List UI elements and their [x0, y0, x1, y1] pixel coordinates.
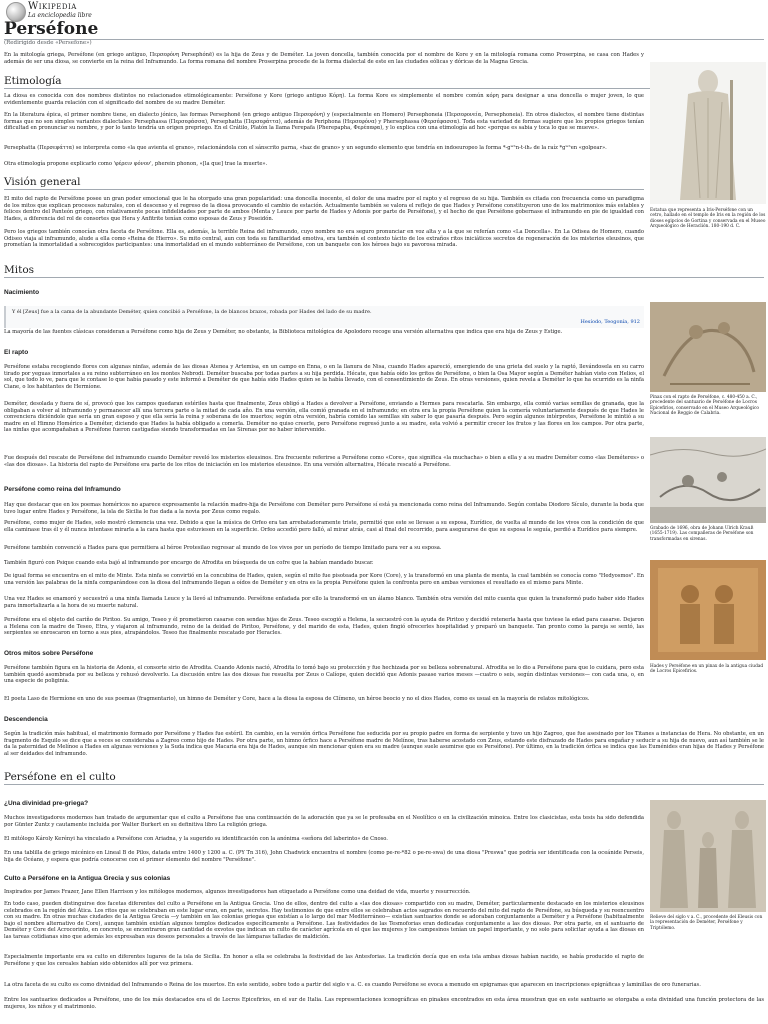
- reina-p5: De igual forma se encuentra en el mito de Minte. Esta ninfa se convirtió en la concubina de Hades, quien, según el mito fue pisoteada por Kore (Core), y la transformó en una planta de menta, la cual también se conocía como "Hedyosmos". En una versión las palabras de la ninfa comparándose con la diosa del inframundo llegan a oídos de Deméter y en otra es la propia Perséfone quien la confronta pero en ambas versiones el resultado es el mismo para Minte.: [4, 573, 644, 586]
- otros-p1: Perséfone también figura en la historia de Adonis, el consorte sirio de Afrodita. Cuando Adonis nació, Afrodita lo tomó bajo su protección y fue hechizada por su belleza sobrenatural. Afrodita se lo dio a Perséfone para que lo cuidara, pero esta también quedó asombrada por su belleza y rehusó devolverlo. La discusión entre las dos diosas fue resuelta por Zeus o Calíope, quien decidió que Adonis pasase varios meses —cuatro o seis, según distintas versiones— con cada una, o, en una especie de poliginia.: [4, 665, 644, 685]
- grecia-p4: La otra faceta de su culto es como divinidad del Inframundo o Reina de los muertos. En este sentido, sobre todo a partir del siglo v a. C. es cuando Perséfone se evoca a menudo en epigramas que aparecen en inscripciones epigráficas y laminillas de oro funerarias.: [4, 982, 701, 988]
- etimologia-p1: La diosa es conocida con dos nombres distintos no relacionados etimológicamente: Perséfone y Kore (griego antiguo Κόρη). La forma Kore es simplemente el nombre común κόρη para designar a una doncella o mujer joven, lo que evidentemente guarda relación con el significado del nombre de su madre Deméter.: [4, 93, 644, 106]
- divinidad-p2: El mitólogo Károly Kerényi ha vinculado a Perséfone con Ariadna, y la sugerido su identificación con la anónima «señora del laberinto» de Cnoso.: [4, 836, 388, 842]
- reina-p7: Perséfone era el objeto del cariño de Piritoo. Su amigo, Teseo y él prometieron casarse con sendas hijas de Zeus. Teseo escogió a Helena, la secuestró con la ayuda de Piritoo y decidió retenerla hasta que tuviese la edad para casarse. Dejaron a Helena con la madre de Teseo, Etra, y viajaron al inframundo, reino de la deidad de Piritoo, Perséfone, y del marido de esta, Hades, quien fingió ofrecerles hospitalidad y preparó un banquete. Tan pronto como la pareja se sentó, las serpientes se enroscaron en torno a sus pies, atrapándolos. Teseo fue finalmente rescatado por Heracles.: [4, 617, 644, 637]
- figure-pinax-rapto: [650, 302, 766, 427]
- statue-caption: Estatua que representa a Iris-Perséfone con un cetro, hallado en el templo de Iris en la región de los dioses egipcios de Gortina y conservada en el Museo Arqueológico de Heraclión. 180-190 d. C.: [650, 208, 766, 229]
- site-tagline: La enciclopedia libre: [28, 12, 92, 19]
- divinidad-p1: Muchos investigadores modernos han tratado de argumentar que el culto a Perséfone fue una continuación de la adoración que ya se le profesaba en el Neolítico o en la civilización minoica. Entre los clasicistas, esta tesis ha sido defendida por Günter Zuntz y cautamente incluida por Walter Burkert en su definitiva libro La religión griega.: [4, 815, 644, 828]
- heading-mitos: Mitos: [4, 264, 764, 278]
- rapto-p3: Fue después del rescate de Perséfone del inframundo cuando Deméter reveló los misterios eleusinos. Era frecuente referirse a Perséfone como «Core», que significa «la muchacha» o bien a ella y a su madre Deméter como «las Deméteres» o «las dos diosas». La historia del rapto de Perséfone era parte de los ritos de iniciación en los misterios eleusinos. En una versión alternativa, Hécate rescató a Perséfone.: [4, 455, 644, 468]
- quote-attribution[interactable]: Hesíodo, Teogonía, 912: [580, 319, 640, 325]
- heading-divinidad-pregriega: ¿Una divinidad pre-griega?: [4, 800, 89, 807]
- heading-nacimiento: Nacimiento: [4, 289, 40, 296]
- rapto-p1: Perséfone estaba recogiendo flores con algunas ninfas, además de las diosas Atenea y Artemisa, en un campo en Enna, o en la llanura de Nisa, cuando Hades apareció, emergiendo de una grieta del suelo y la raptó, llevándosela en su carro tirado por yeguas inmortales a su reino subterráneo en los montes Nebrodi. Deméter buscaba por todas partes a su hija perdida. Hécate, que había oído los gritos de Perséfone, o bien la Osa Mayor según a Deméter habían visto con Helios, el sol, que todo lo ve, para que le contase lo que había pasado y este informó a Deméter de que había sido Hades quien se la había llevado, con el consentimiento de Zeus. En otras versiones, quien revela a Deméter lo que ha ocurrido es la ninfa Ciane, o los habitantes de Hermíone.: [4, 364, 644, 390]
- etimologia-p4: Otra etimología propone explicarlo como 'φέρειν φόνον', pherein phonon, «[la que] trae la muerte».: [4, 161, 268, 167]
- heading-descendencia: Descendencia: [4, 716, 48, 723]
- hades-pinax-caption: Hades y Perséfone en un pinax de la antigua ciudad de Locros Epicefirios.: [650, 664, 764, 675]
- site-name[interactable]: Wikipedia: [28, 1, 77, 12]
- intro-paragraph: En la mitología griega, Perséfone (en griego antiguo, Περσεφόνη Persephónē) es la hija de Zeus y de Deméter. La joven doncella, también conocida por el nombre de Kore y en la mitología romana como Proserpina, se casa con Hades y además de ser una diosa, se convierte en la reina del Inframundo. La forma romana del nombre Proserpina procede de la forma dialectal de este en las ciudades eólicas y dóricas de la Magna Grecia.: [4, 52, 644, 65]
- relief-image[interactable]: [650, 800, 766, 912]
- relief-caption: Relieve del siglo v a. C., procedente del Eleusis con la representación de Deméter, Perséfone y Triptólemo.: [650, 915, 763, 931]
- vision-p1: El mito del rapto de Perséfone posee un gran poder emocional que le ha otorgado una gran popularidad: una doncella inocente, el dolor de una madre por el rapto y el regreso de su hija. También es citada con frecuencia como un paradigma de los mitos que explican procesos naturales, con el descenso y el regreso de la diosa provocando el cambio de estación. Actualmente también se valora el reflejo de que Hades y Perséfone constituyeron uno de los matrimonios más estables y felices dentro del Panteón griego, con relativamente pocas infidelidades por parte de ambos (Menta y Leuce por parte de Hades y Adonis por parte de Perséfone), y el hecho de que Perséfone gobernase el inframundo en pie de igualdad con Hades, a diferencia del rol de consortes que Hera y Anfitrite tenían como esposas de Zeus y Poseidón.: [4, 196, 644, 222]
- vision-p2: Pero los griegos también conocían otra faceta de Perséfone. Ella es, además, la terrible Reina del inframundo, cuyo nombre no era seguro pronunciar en voz alta y a la que se referían como «La Doncella». En La Odisea de Homero, cuando Odiseo viaja al inframundo, alude a ella como «Reina de Hierro». Su mito central, aun con toda su familiaridad emotiva, era también el contexto tácito de los extraños ritos iniciáticos secretos de regeneración de los misterios eleusinos, que prometían la inmortalidad a sobrecogidos participantes: una inmortalidad en el mundo subterráneo de Perséfone, con un banquete con los héroes bajo su pavorosa mirada.: [4, 229, 644, 249]
- figure-hades-pinax: [650, 560, 766, 686]
- figure-statue: [650, 62, 766, 272]
- grecia-p5: Entre los santuarios dedicados a Perséfone, uno de los más destacados era el de Locros Epicefirios, en el sur de Italia. Las representaciones iconográficas en pinakes encontrados en esta área muestran que en este santuario se otorgaba a esta divinidad una función protectora de las mujeres, los niños y el matrimonio.: [4, 997, 764, 1010]
- site-header: [4, 0, 764, 22]
- divinidad-p3: En una tablilla de griego micénico en Lineal B de Pilos, datada entre 1400 y 1200 a. C. (PY Tn 316), John Chadwick encuentra el nombre (como pe-re-*82 o pe-re-swa) de una diosa "Preswa" que podría ser identificada con la oceánide Perseis, hija de Océano, y espera que podría conocerse con el primer elemento del nombre "Perséfone".: [4, 850, 644, 863]
- quote-text: Y él [Zeus] fue a la cama de la abundante Deméter, quien concibió a Perséfone, la de blancos brazos, robada por Hades del lado de su madre.: [12, 309, 372, 315]
- pinax-rapto-image[interactable]: [650, 302, 766, 392]
- nacimiento-p1: La mayoría de las fuentes clásicas consideran a Perséfone como hija de Zeus y Deméter, no obstante, la Biblioteca mitológica de Apolodoro recoge una versión alternativa que indica que era hija de Zeus y Estige.: [4, 329, 563, 335]
- heading-culto-grecia: Culto a Perséfone en la Antigua Grecia y sus colonias: [4, 875, 171, 882]
- etimologia-p2: En la literatura épica, el primer nombre tiene, en dialecto jónico, las formas Persephonē (en griego antiguo Περσεφόνη) y (especialmente en Homero) Persephoneia (Περσεφονεία, Persephoneia). En otros dialectos, el nombre tiene distintas formas que no son simples variantes dialectales: Persephassa (Περσεφάσσα), Persephatta (Περσεφάττα), además de Periphona (Ηερσεφόνα) y Phersephassa (Φερσέφασσα). Toda esta variedad de formas sugiere que los propios griegos tenían dificultad en pronunciar su nombre, y por lo tanto tendría un origen prepriego. En el Crátilo, Platón la llama Ferepafa (Pherepapha, Φερέπαφα), y lo explica con una etimología ad hoc «porque es sabia y toca lo que se mueve».: [4, 112, 644, 132]
- heading-vision-general: Visión general: [4, 176, 644, 190]
- engraving-caption: Grabado de 1696, obra de Johann Ulrich Krauß (1655-1719). Las compañeras de Perséfone son transformadas en sirenas.: [650, 526, 754, 542]
- rapto-p2: Deméter, desolada y fuera de sí, provocó que los campos quedaran estériles hasta que finalmente, Zeus obligó a Hades a devolver a Perséfone, enviando a Hermes para rescatarla. Sin embargo, ella comió varias semillas de granada, que la obligaban a volver al inframundo y permanecer allí una tercera parte o la mitad de cada año. En una versión, ella comió granada en el inframundo; en otra era la propia Perséfone quien la comería voluntariamente después de que Hades le convenciera diciéndole que sería un gran esposo y que ella sería la reina y soberana de los muertos; según otra versión, habría comido las semillas sin saber lo que pasaría después. Pero según algunos intérpretes, Perséfone le mintió a su madre en el Himno Homérico a Deméter, diciendo que Hades la había obligado a comerla. Deméter no quiso creerle, pero Perséfone regresó junto a su madre, esta volvió a permitir crecer los frutos y las flores en los campos. Por otra parte, las ninfas que acompañaban a Perséfone fueron castigadas siendo transformadas en las Sirenas por no haber intervenido.: [4, 401, 644, 434]
- reina-p6: Una vez Hades se enamoró y secuestró a una ninfa llamada Leuce y la llevó al inframundo. Perséfone enfadada por ello la transformó en un álamo blanco. También otra versión del mito cuenta que quien la transformó pudo haber sido Hades para inmortalizarla a la hora de su muerte natural.: [4, 596, 644, 609]
- pinax-rapto-caption: Pinax con el rapto de Perséfone, c. 480-450 a. C., procedente del santuario de Perséfone de Locros Epicefirios, conservado en el Museo Arqueológico Nacional de Reggio de Calabria.: [650, 395, 759, 416]
- grecia-p2: En todo caso, pueden distinguirse dos facetas diferentes del culto a Perséfone en la Antigua Grecia. Uno de ellos, dentro del culto a «las dos diosas» compartido con su madre, Deméter, particularmente destacado en los misterios eleusinos celebrados en la región del Ática. Los ritos que se celebraban en este lugar eran, en parte, secretos. Hay testimonios de que entre ellos se celebraban actos sagrados en recuerdo del mito del rapto de Perséfone, su búsqueda y su reencuentro con su madre. En otras muchas ciudades de la Antigua Grecia —y también en las colonias griegas que existían a lo largo del mar Mediterráneo— existían santuarios donde se adoraban conjuntamente a Deméter y a Perséfone (habitualmente bajo el nombre alternativo de Core), aunque también existían algunos templos dedicados específicamente a Perséfone. Las festividades de las Tesmoforias eran dedicadas conjuntamente a las dos diosas. Por otra parte, en el santuario de Deméter y Core del Acrocorinto, en concreto, se encontraron gran cantidad de exvotos que indican un culto de carácter agrícola en el que las mujeres y los campesinos tenían un papel importante, y no solo para solicitar ayuda a las diosas en las tareas cotidianas sino que además les expresaban sus deseos personales a través de las lámparas talladas de maldición.: [4, 901, 644, 940]
- hades-pinax-image[interactable]: [650, 560, 766, 660]
- heading-culto: Perséfone en el culto: [4, 771, 764, 785]
- grecia-p1: Inspirados por James Frazer, Jane Ellen Harrison y los mitólogos modernos, algunos investigadores han etiquetado a Perséfone como una deidad de vida, muerte y resurrección.: [4, 889, 471, 895]
- figure-relief: [650, 800, 766, 942]
- heading-reina-inframundo: Perséfone como reina del Inframundo: [4, 486, 121, 493]
- engraving-image[interactable]: [650, 437, 766, 523]
- heading-otros-mitos: Otros mitos sobre Perséfone: [4, 650, 94, 657]
- reina-p2: Perséfone, como mujer de Hades, solo mostró clemencia una vez. Debido a que la música de Orfeo era tan arrebatadoramente triste, permitió que este se llevase a su esposa, Eurídice, de vuelta al mundo de los vivos con la condición de que ella caminase tras él y él nunca intentase mirarla a la cara hasta que estuviesen en la superficie. Orfeo accedió pero falló, al mirar atrás, casi al final del recorrido, para asegurarse de que su esposa le seguía, perdió a Eurídice para siempre.: [4, 520, 644, 533]
- heading-el-rapto: El rapto: [4, 349, 29, 356]
- heading-etimologia: Etimología: [4, 75, 764, 89]
- descendencia-p1: Según la tradición más habitual, el matrimonio formado por Perséfone y Hades fue estéril. En cambio, en la versión órfica Perséfone fue seducida por su propio padre en forma de serpiente y tuvo un hijo Zagreo, que fue asesinado por los Titanes a instancias de Hera. No obstante, en un fragmento de Esquilo se dice que a veces se consideraba a Zagreo como hijo de Hades. Por otra parte, un himno órfico hace a Perséfone madre de Melínoe, tras haberse acostado con Zeus, estando este disfrazado de Hades para engañar y seducir a su hija de nuevo, aun así también se le da la paternidad de Melínoe a Hades en algunas versiones y la Suda indica que Macaria era hija de Hades, aunque sin mencionar quien era su madre (aunque suele asumirse que es Perséfone). Por último, en la tradición órfica se indica que las Euménides eran hijas de Hades y Perséfone al ser deidades del inframundo.: [4, 731, 764, 757]
- redirect-note: (Redirigido desde «Persefone»): [4, 40, 92, 46]
- figure-engraving: [650, 437, 766, 550]
- etimologia-p3: Persephatta (Περσεφάττα) se interpreta como «la que avienta el grano», relacionándola con el sánscrito parna, «haz de grano» y un segundo elemento que tendría en indoeuropeo la forma *-gʷʰn-t-ih₂ de la raíz *gʷʰen «golpear».: [4, 145, 607, 151]
- reina-p4: También figuró con Psique cuando esta bajó al inframundo por encargo de Afrodita en búsqueda de un cofre que la habían mandado buscar.: [4, 560, 374, 566]
- page-title: Perséfone: [4, 20, 764, 40]
- reina-p1: Hay que destacar que en los poemas homéricos no aparece expresamente la relación madre-hija de Perséfone con Deméter pero Perséfone sí está ya mencionada como reina del Inframundo. Según contaba Diodoro Sículo, durante la boda que tuvo lugar entre Hades y Perséfone, la isla de Sicilia le fue dada a la novia por Zeus como regalo.: [4, 502, 644, 515]
- reina-p3: Perséfone también convenció a Hades para que permitiera al héroe Protesilao regresar al mundo de los vivos por un período de tiempo limitado para ver a su esposa.: [4, 545, 442, 551]
- statue-image[interactable]: [650, 62, 766, 204]
- birth-quote: [4, 306, 644, 328]
- otros-p2: El poeta Laso de Hermíone en uno de sus poemas (fragmentario), un himno de Deméter y Core, hace a la diosa la esposa de Clímeno, un héroe beocio y no el dios Hades, como es usual en la mayoría de relatos mitológicos.: [4, 696, 590, 702]
- grecia-p3: Especialmente importante era su culto en diferentes lugares de la isla de Sicilia. En honor a ella se celebraba la festividad de las Antesforias. La tradición decía que en esta isla ambas diosas habían nacido, se había producido el rapto de Perséfone y que los cereales habían sido obtenidos allí por vez primera.: [4, 954, 644, 967]
